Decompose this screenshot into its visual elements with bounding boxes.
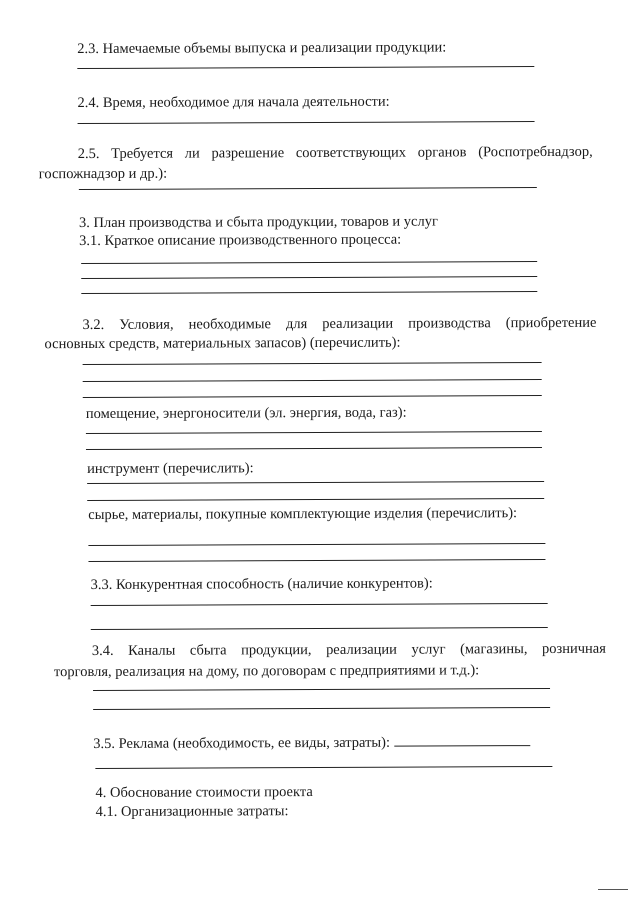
section-3-4-line2: торговля, реализация на дому, по договорам с предприятиями и т.д.): (53, 662, 480, 681)
answer-line-3-4-b[interactable] (93, 707, 550, 710)
answer-line-3-1-a[interactable] (81, 261, 537, 264)
tools-label: инструмент (перечислить): (87, 460, 254, 478)
answer-line-premises-a[interactable] (86, 431, 542, 434)
premises-label: помещение, энергоносители (эл. энергия, вода, газ): (85, 404, 407, 423)
answer-line-materials-a[interactable] (88, 543, 545, 546)
answer-line-3-1-c[interactable] (81, 291, 537, 294)
answer-line-2-4[interactable] (78, 121, 535, 124)
section-3-4-line1: 3.4. Каналы сбыта продукции, реализации услуг (магазины, розничная (91, 640, 606, 659)
section-3-2-line1: 3.2. Условия, необходимые для реализации производства (приобретение (82, 314, 597, 334)
section-2-5-line1: 2.5. Требуется ли разрешение соответствующих органов (Роспотребнадзор, (77, 143, 593, 163)
section-3-3-label: 3.3. Конкурентная способность (наличие конкурентов): (90, 575, 433, 594)
answer-line-3-3-a[interactable] (91, 603, 548, 606)
section-4-1-label: 4.1. Организационные затраты: (95, 803, 289, 820)
answer-line-3-5[interactable] (95, 766, 552, 769)
answer-line-2-3[interactable] (77, 66, 534, 69)
answer-line-tools-a[interactable] (87, 481, 544, 484)
materials-label: сырье, материалы, покупные комплектующие изделия (перечислить): (88, 505, 518, 524)
section-3-1-label: 3.1. Краткое описание производственного процесса: (79, 231, 402, 250)
section-2-5-line2: госпожнадзор и др.): (38, 165, 168, 183)
answer-line-3-2-a[interactable] (83, 362, 542, 365)
section-3-5-label: 3.5. Реклама (необходимость, ее виды, затраты): (93, 734, 391, 752)
answer-line-3-2-b[interactable] (83, 379, 542, 382)
section-3-title: 3. План производства и сбыта продукции, товаров и услуг (78, 213, 438, 232)
page-edge-mark (598, 889, 628, 890)
answer-line-2-5[interactable] (79, 187, 537, 190)
answer-line-3-2-c[interactable] (83, 395, 542, 398)
answer-line-premises-b[interactable] (86, 447, 542, 450)
section-4-title: 4. Обоснование стоимости проекта (95, 784, 313, 801)
section-3-2-line2: основных средств, материальных запасов) (перечислить): (44, 334, 401, 353)
answer-line-3-1-b[interactable] (81, 276, 537, 279)
answer-line-3-4-a[interactable] (93, 688, 550, 691)
answer-inline-3-5[interactable] (394, 733, 530, 747)
section-2-4-label: 2.4. Время, необходимое для начала деятельности: (77, 93, 390, 112)
section-2-3-label: 2.3. Намечаемые объемы выпуска и реализации продукции: (77, 39, 447, 58)
answer-line-materials-b[interactable] (88, 559, 545, 562)
section-3-5-row (93, 733, 530, 753)
answer-line-tools-b[interactable] (87, 498, 544, 501)
answer-line-3-3-b[interactable] (91, 627, 548, 630)
